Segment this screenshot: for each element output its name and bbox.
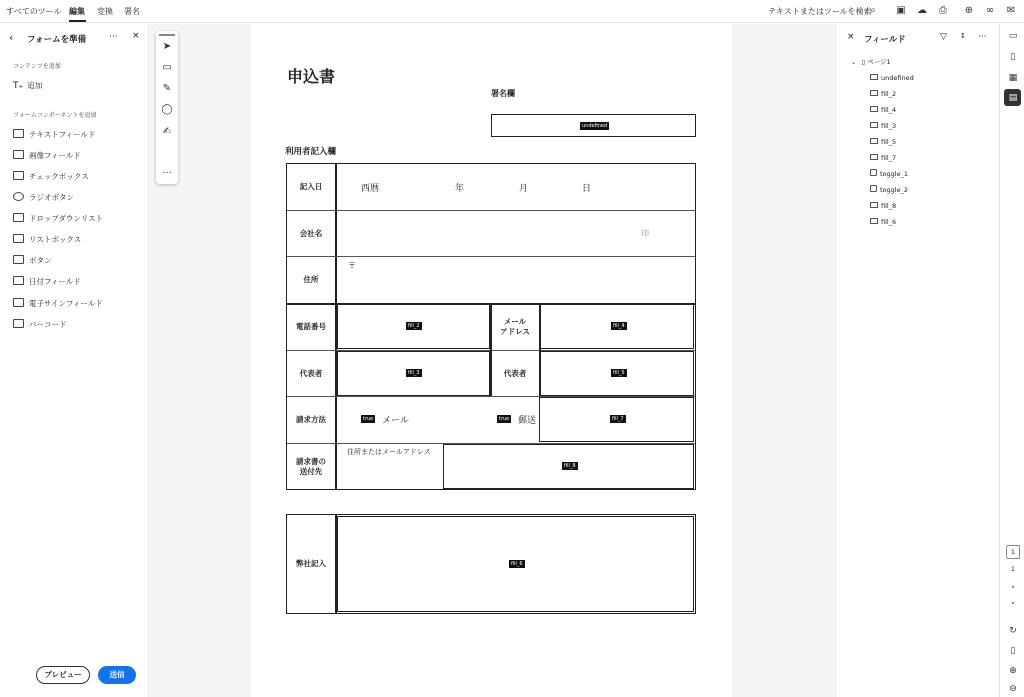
text-field-icon — [870, 74, 878, 80]
page-node[interactable] — [851, 56, 891, 68]
text-field-icon — [870, 202, 878, 208]
mail-icon[interactable]: ✉ — [1006, 5, 1016, 16]
toggle-2-tag[interactable]: true — [499, 416, 510, 422]
field-item-label: fill_7 — [881, 154, 897, 162]
add-text-icon: T₊ — [13, 81, 24, 91]
text-field-icon — [870, 218, 878, 224]
prepare-form-panel — [0, 24, 149, 697]
text-field-icon — [13, 129, 24, 138]
component-label: ドロップダウンリスト — [29, 214, 104, 223]
component-signature-field[interactable] — [13, 297, 103, 311]
add-content-label: コンテンツを追加 — [13, 63, 61, 70]
save-icon[interactable]: ▣ — [896, 5, 906, 16]
label-billing: 請求方法 — [296, 415, 326, 425]
billing-mail-option: メール — [382, 416, 409, 426]
field-tag: fill_7 — [612, 416, 624, 422]
back-chevron-icon[interactable]: ‹ — [9, 31, 14, 44]
text-field-icon — [870, 154, 878, 160]
destination-field[interactable] — [443, 444, 694, 489]
field-item-label: fill_3 — [881, 122, 897, 130]
zoom-out-icon[interactable]: ⊖ — [1009, 684, 1017, 694]
panel-title: フォームを準備 — [27, 35, 87, 45]
day-text: 日 — [582, 184, 592, 194]
field-item-label: toggle_1 — [880, 170, 908, 178]
close-icon[interactable]: × — [132, 31, 140, 41]
field-tag: fill_2 — [408, 323, 420, 329]
right-rail — [999, 24, 1024, 697]
filter-icon[interactable]: ▽ — [940, 32, 947, 42]
row-divider — [287, 256, 695, 257]
component-checkbox[interactable] — [13, 170, 89, 184]
field-item[interactable] — [870, 88, 896, 100]
checkbox-icon — [870, 169, 877, 176]
thumbnails-icon[interactable]: ▦ — [1008, 73, 1018, 83]
destination-hint: 住所またはメールアドレス — [347, 448, 431, 456]
phone-field[interactable] — [337, 304, 490, 349]
field-item-label: fill_4 — [881, 106, 897, 114]
top-bar — [0, 0, 1024, 23]
field-item[interactable] — [870, 200, 896, 212]
label-company: 会社名 — [299, 228, 323, 238]
dropdown-icon — [13, 213, 24, 222]
stamp-icon[interactable]: ✍ — [162, 126, 172, 137]
seal-text: 印 — [641, 229, 649, 238]
component-radio-button[interactable] — [13, 191, 74, 205]
component-list-box[interactable] — [13, 233, 81, 247]
cell-divider — [539, 304, 541, 396]
billing-post-option: 郵送 — [518, 416, 537, 426]
barcode-icon — [13, 319, 24, 328]
field-item-label: fill_2 — [881, 90, 897, 98]
label-invoice-destination — [287, 444, 335, 490]
floating-toolbar — [156, 31, 178, 184]
office-field[interactable] — [337, 516, 694, 612]
email-field[interactable] — [540, 304, 694, 349]
select-arrow-icon[interactable]: ➤ — [162, 41, 172, 52]
component-label: 日付フィールド — [29, 277, 81, 286]
field-tag: undefined — [582, 123, 608, 129]
component-label: 電子サインフィールド — [29, 299, 103, 308]
label-phone: 電話番号 — [296, 322, 326, 332]
doc-title: 申込書 — [287, 67, 336, 86]
field-item[interactable] — [870, 152, 896, 164]
chevron-down-icon[interactable]: ⌄ — [851, 58, 857, 66]
field-tag: fill_8 — [564, 463, 576, 469]
signature-label: 署名欄 — [491, 89, 515, 98]
menu-all-tools[interactable]: すべてのツール — [6, 7, 62, 16]
label-dest-line1: 請求書の — [296, 457, 326, 467]
checkbox-icon — [13, 171, 24, 180]
postal-mark: 〒 — [348, 261, 356, 270]
close-icon[interactable]: × — [847, 32, 855, 42]
cell-divider — [490, 304, 492, 396]
month-text: 月 — [519, 184, 529, 194]
field-tag: fill_3 — [408, 370, 420, 376]
component-button[interactable] — [13, 254, 52, 268]
text-field-icon — [870, 122, 878, 128]
field-item[interactable] — [870, 184, 908, 196]
label-mail-address — [491, 304, 539, 350]
year-text: 年 — [455, 184, 465, 194]
text-field-icon — [870, 90, 878, 96]
button-icon — [13, 255, 24, 264]
component-date-field[interactable] — [13, 275, 81, 289]
menu-edit[interactable]: 編集 — [69, 7, 85, 16]
component-label: チェックボックス — [29, 172, 89, 181]
label-mail-line2: アドレス — [500, 327, 530, 336]
label-mail-line1: メール — [503, 317, 527, 327]
search-tools-text[interactable]: テキストまたはツールを検索 — [768, 7, 872, 16]
field-item[interactable] — [870, 120, 896, 132]
bookmark-icon[interactable]: ▯ — [1010, 52, 1016, 62]
label-dest-line2: 送付先 — [299, 467, 323, 476]
label-office: 弊社記入 — [296, 559, 326, 569]
field-item[interactable] — [870, 216, 896, 228]
more-icon[interactable]: ··· — [109, 32, 118, 42]
field-item-label: fill_8 — [881, 202, 897, 210]
field-item-label: undefined — [881, 74, 914, 82]
pen-icon[interactable]: ✎ — [162, 83, 172, 94]
calendar-icon — [13, 276, 24, 285]
field-tag: fill_5 — [613, 370, 625, 376]
components-label: フォームコンポーネントを追加 — [13, 112, 97, 119]
link-icon[interactable]: ∞ — [985, 5, 995, 16]
active-menu-indicator — [69, 20, 86, 22]
text-field-icon — [870, 138, 878, 144]
label-date: 記入日 — [299, 182, 323, 192]
toggle-1-tag[interactable]: true — [363, 416, 374, 422]
field-item-label: fill_5 — [881, 138, 897, 146]
field-item[interactable] — [870, 136, 896, 148]
label-address: 住所 — [303, 275, 319, 285]
component-label: ボタン — [29, 256, 52, 265]
radio-button-icon — [13, 192, 24, 201]
component-dropdown[interactable] — [13, 212, 103, 226]
page-settings-icon[interactable]: ▯ — [1010, 646, 1016, 656]
share-icon[interactable]: ⊕ — [964, 5, 974, 16]
image-field-icon — [13, 150, 24, 159]
signature-icon — [13, 298, 24, 307]
search-icon[interactable]: ⌕ — [870, 5, 876, 16]
print-icon[interactable]: ⎙ — [939, 5, 947, 16]
field-item-label: fill_6 — [881, 218, 897, 226]
fields-panel-title: フィールド — [864, 35, 906, 45]
more-icon[interactable]: ··· — [978, 32, 987, 42]
field-item-label: toggle_2 — [880, 186, 908, 194]
zoom-in-icon[interactable]: ⊕ — [1009, 666, 1017, 676]
component-text-field[interactable] — [13, 128, 95, 142]
comment-icon[interactable]: ▭ — [162, 62, 172, 73]
field-item[interactable] — [870, 168, 908, 180]
send-button[interactable]: 送信 — [98, 666, 136, 684]
menu-sign[interactable]: 署名 — [124, 7, 140, 16]
menu-convert[interactable]: 変換 — [97, 7, 113, 16]
page-number-input[interactable]: 1 — [1006, 545, 1020, 559]
sort-icon[interactable]: ↕ — [960, 32, 966, 40]
page-node-label: ページ1 — [867, 58, 891, 66]
field-item[interactable] — [870, 72, 914, 84]
cloud-upload-icon[interactable]: ☁ — [917, 5, 927, 16]
list-box-icon — [13, 234, 24, 243]
preview-button[interactable]: プレビュー — [36, 666, 90, 684]
chevron-up-icon[interactable]: ˄ — [1010, 586, 1016, 596]
component-label: ラジオボタン — [29, 193, 74, 202]
add-text-label: 追加 — [27, 81, 43, 90]
user-section-label: 利用者記入欄 — [285, 147, 337, 157]
signature-field[interactable] — [491, 114, 696, 137]
component-label: リストボックス — [29, 235, 82, 244]
label-representative: 代表者 — [299, 368, 323, 378]
field-tag: fill_4 — [613, 323, 625, 329]
form-fields-icon[interactable]: ▤ — [1008, 93, 1018, 103]
fields-panel — [835, 24, 999, 697]
pdf-page — [251, 24, 732, 697]
billing-field[interactable] — [539, 397, 694, 442]
label-representative-right: 代表者 — [503, 368, 527, 378]
text-field-icon — [870, 106, 878, 112]
lasso-icon[interactable]: ◯ — [161, 104, 173, 115]
component-label: テキストフィールド — [29, 130, 96, 139]
component-image-field[interactable] — [13, 149, 81, 163]
component-label: バーコード — [29, 320, 67, 329]
more-tools-icon[interactable]: ··· — [162, 168, 172, 179]
page-total: 1 — [1010, 565, 1016, 573]
page-icon: ▯ — [861, 58, 866, 66]
chevron-down-icon[interactable]: ˅ — [1010, 602, 1016, 612]
field-item[interactable] — [870, 104, 896, 116]
checkbox-icon — [870, 185, 877, 192]
component-label: 画像フィールド — [29, 151, 81, 160]
representative-right-field[interactable] — [540, 351, 694, 396]
component-barcode[interactable] — [13, 318, 67, 332]
representative-field[interactable] — [337, 351, 490, 396]
era-text: 西暦 — [361, 184, 380, 194]
comment-icon[interactable]: ▭ — [1008, 31, 1018, 41]
add-text-button[interactable] — [13, 79, 42, 93]
rotate-icon[interactable]: ↻ — [1009, 626, 1017, 636]
toolbar-grip[interactable] — [159, 34, 175, 36]
field-tag: fill_6 — [511, 561, 523, 567]
row-divider — [287, 210, 695, 211]
